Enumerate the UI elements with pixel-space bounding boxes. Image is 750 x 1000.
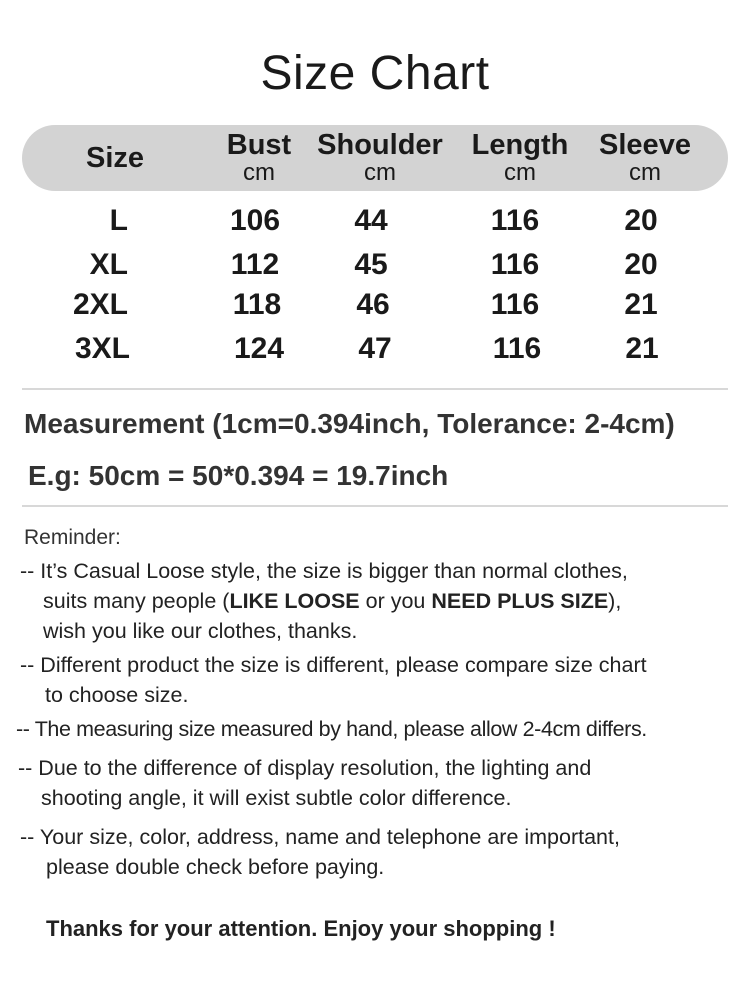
sleeve-cell: 21 (625, 332, 659, 365)
thanks-message: Thanks for your attention. Enjoy your shopping ! (46, 916, 556, 941)
column-name: Sleeve (599, 129, 691, 161)
note-text: ), (608, 589, 622, 613)
bust-cell: 106 (229, 204, 281, 237)
size-cell: 2XL (72, 288, 128, 321)
table-row (0, 204, 750, 240)
size-cell: XL (89, 248, 128, 281)
column-header-shoulder (312, 130, 448, 186)
column-header-length (466, 130, 574, 186)
emphasis-text: LIKE LOOSE (229, 589, 360, 613)
conversion-example: E.g: 50cm = 50*0.394 = 19.7inch (28, 460, 449, 491)
note-line: -- It’s Casual Loose style, the size is bigger than normal clothes, (20, 559, 628, 583)
bust-cell: 118 (232, 288, 282, 321)
shoulder-cell: 46 (356, 288, 390, 321)
table-row (0, 248, 750, 284)
reminder-note-1 (20, 556, 628, 646)
length-cell: 116 (490, 288, 540, 321)
reminder-title: Reminder: (24, 526, 121, 549)
length-cell: 116 (490, 204, 540, 237)
column-unit: cm (629, 159, 661, 186)
note-line: please double check before paying. (46, 855, 385, 879)
shoulder-cell: 45 (354, 248, 388, 281)
column-header-bust (212, 130, 306, 186)
column-name: Shoulder (317, 129, 443, 161)
note-line: to choose size. (45, 683, 189, 707)
column-name: Bust (226, 129, 292, 161)
column-header-sleeve (592, 130, 698, 186)
note-line (20, 586, 628, 616)
note-line: -- Due to the difference of display resolution, the lighting and (18, 756, 592, 780)
reminder-note-2 (20, 650, 647, 710)
bust-cell: 112 (230, 248, 280, 281)
table-row (0, 332, 750, 368)
length-cell: 116 (490, 248, 540, 281)
reminder-note-4 (18, 753, 591, 813)
sleeve-cell: 20 (624, 204, 658, 237)
note-line: wish you like our clothes, thanks. (43, 619, 358, 643)
measurement-note: Measurement (1cm=0.394inch, Tolerance: 2-4cm) (24, 408, 675, 439)
sleeve-cell: 20 (624, 248, 658, 281)
table-row (0, 288, 750, 324)
column-name: Length (471, 129, 569, 161)
column-unit: cm (243, 159, 275, 186)
bust-cell: 124 (233, 332, 285, 365)
divider (22, 388, 728, 390)
reminder-note-5 (20, 822, 620, 882)
page-title: Size Chart (260, 47, 490, 100)
shoulder-cell: 44 (354, 204, 388, 237)
reminder-note-3: -- The measuring size measured by hand, please allow 2-4cm differs. (16, 717, 647, 741)
note-line: -- Your size, color, address, name and telephone are important, (20, 825, 620, 849)
note-line: shooting angle, it will exist subtle color difference. (41, 786, 512, 810)
note-text: suits many people ( (43, 589, 230, 613)
length-cell: 116 (492, 332, 542, 365)
size-cell: 3XL (74, 332, 130, 365)
emphasis-text: NEED PLUS SIZE (431, 589, 609, 613)
sleeve-cell: 21 (624, 288, 658, 321)
size-column-header: Size (86, 142, 145, 174)
note-text: or you (359, 589, 432, 613)
column-unit: cm (364, 159, 396, 186)
column-unit: cm (504, 159, 536, 186)
shoulder-cell: 47 (358, 332, 392, 365)
divider (22, 505, 728, 507)
note-line: -- Different product the size is different, please compare size chart (20, 653, 647, 677)
size-cell: L (109, 204, 128, 237)
